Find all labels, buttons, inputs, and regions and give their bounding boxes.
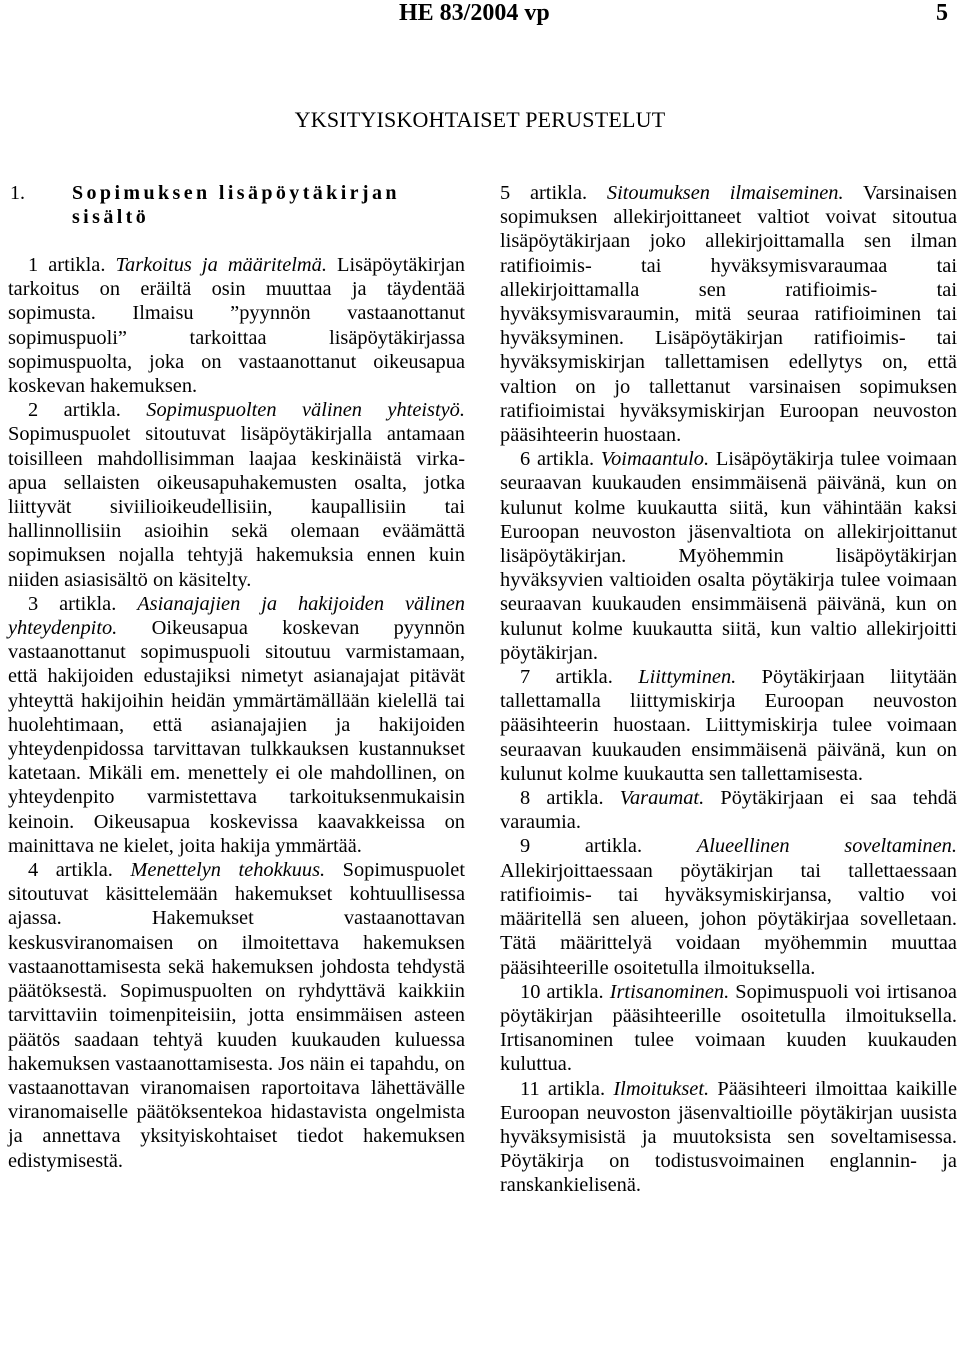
section-heading: [8, 181, 465, 229]
article-number: 4 artikla.: [28, 859, 113, 882]
article-text: Pääsihteeri ilmoittaa kaikille Euroopan neuvoston jäsenvaltioille pöytäkirjan uusista hyväksymisistä ja muutoksista sen soveltamisessa. Pöytäkirja on todistusvoimainen englannin- ja ranskankielisenä.: [500, 1077, 957, 1197]
page-header: [0, 0, 960, 40]
article-3: [8, 592, 465, 858]
article-8: [500, 786, 957, 834]
article-number: 6 artikla.: [520, 448, 595, 471]
article-5: [500, 181, 957, 447]
article-text: Varsinaisen sopimuksen allekirjoittaneet valtiot voivat sitoutua lisäpöytäkirjaan joko allekirjoittamalla sen ilman ratifioimis- tai hyväksymisvaraumaa tai allekirjoittamalla sen ratifioimis- tai hyväksymisvaraumin, mitä seuraa ratifioiminen tai hyväksyminen. Lisäpöytäkirjan ratifioimis- tai hyväksymiskirjan tallettamisen edellytys on, että valtion on jo tallettanut varsinaisen sopimuksen ratifioimistai hyväksymiskirjan Euroopan neuvoston pääsihteerin huostaan.: [500, 182, 957, 447]
article-title: Ilmoitukset.: [613, 1077, 710, 1100]
article-7: [500, 665, 957, 786]
article-text: Lisäpöytäkirjan tarkoitus on eräiltä osin muuttaa ja täydentää sopimusta. Ilmaisu ”pyynnön vastaanottanut sopimuspuoli” tarkoittaa lisäpöytäkirjassa sopimuspuolta, joka on vastaanottanut oikeusapua koskevan hakemuksen.: [8, 254, 466, 398]
document-id: HE 83/2004 vp: [399, 0, 550, 26]
article-text: Oikeusapua koskevan pyynnön vastaanottanut sopimuspuoli sitoutuu varmistamaan, että hakijoiden edustajiksi nimetyt asianajajat pitävät yhteyttä hakijoihin heidän ymmärtämällään kielellä tai huolehtimaan, että asianajajien ja hakijoiden yhteydenpidossa tarvittavan tulkkauksen kustannukset katetaan. Mikäli em. menettely ei ole mahdollinen, on yhteydenpito varmistettava tarkoituksenmukaisin keinoin. Oikeusapua koskevissa kaavakkeissa on mainittava ne kielet, joita hakija ymmärtää.: [8, 617, 465, 857]
article-title: Asianajajien ja hakijoiden välinen yhteydenpito.: [8, 592, 465, 640]
article-title: Liittyminen.: [638, 666, 737, 689]
article-text: Allekirjoittaessaan pöytäkirjan tai tallettaessaan ratifioimis- tai hyväksymiskirjansa, valtio voi määritellä sen alueen, johon pöytäkirjaa sovelletaan. Tätä määrittelyä voidaan myöhemmin muuttaa pääsihteerille osoitetulla ilmoituksella.: [500, 859, 957, 979]
article-text: Lisäpöytäkirja tulee voimaan seuraavan kuukauden ensimmäisenä päivänä, kun on kulunut kolme kuukautta siitä, kun vähintään kaksi Euroopan neuvoston jäsenvaltiota on allekirjoittanut lisäpöytäkirjan. Myöhemmin lisäpöytäkirjan hyväksyvien valtioiden osalta pöytäkirja tulee voimaan seuraavan kuukauden ensimmäisenä päivänä, kun on kulunut kolme kuukautta siitä, kun valtio allekirjoitti pöytäkirjan.: [500, 448, 957, 664]
article-text: Pöytäkirjaan liitytään tallettamalla liittymiskirja Euroopan neuvoston pääsihteerin huostaan. Liittymiskirja tulee voimaan seuraavan kuukauden ensimmäisenä päivänä, kun on kulunut kolme kuukautta sen tallettamisesta.: [500, 666, 957, 785]
article-title: Irtisanominen.: [609, 980, 730, 1003]
article-title: Menettelyn tehokkuus.: [130, 859, 326, 882]
article-title: Tarkoitus ja määritelmä.: [115, 254, 327, 276]
article-10: [500, 980, 957, 1077]
main-title: YKSITYISKOHTAISET PERUSTELUT: [294, 107, 666, 132]
article-number: 11 artikla.: [520, 1077, 606, 1100]
article-text: Sopimuspuolet sitoutuvat lisäpöytäkirjalla antamaan toisilleen mahdollisimman laajaa keskinäistä virka-apua sellaisten oikeusapuhakemusten osalta, jotka liittyvät siviilioikeudellisiin, kaupallisiin tai hallinnollisiin asioihin sekä olemaan eväämättä sopimuksen nojalla tehtyjä hakemuksia ennen kuin niiden asiasisältö on käsitelty.: [8, 423, 465, 591]
article-number: 8 artikla.: [520, 787, 604, 810]
article-number: 1 artikla.: [28, 254, 106, 276]
article-title: Alueellinen soveltaminen.: [696, 835, 957, 858]
page-number: 5: [936, 0, 948, 26]
article-text: Sopimuspuolet sitoutuvat käsittelemään hakemukset kohtuullisessa ajassa. Hakemukset vastaanottavan keskusviranomaisen on ilmoitettava hakemuksen vastaanottamisesta sekä hakemuksen johdosta tehdystä päätöksestä. Sopimuspuolten on ryhdyttävä kaikkiin tarvittaviin toimenpiteisiin, jotta ensimmäisen asteen päätös saadaan tehtyä kuuden kuukauden kuluessa hakemuksen vastaanottamisesta. Jos näin ei tapahdu, on vastaanottavan viranomaisen raportoitava lähettävälle viranomaiselle päätöksentekoa hidastavista ongelmista ja annettava yksityiskohtaiset tiedot hakemuksen edistymisestä.: [8, 859, 465, 1172]
article-number: 3 artikla.: [28, 592, 117, 615]
article-number: 5 artikla.: [500, 182, 588, 204]
article-number: 7 artikla.: [520, 666, 613, 689]
article-4: [8, 858, 465, 1173]
article-11: [500, 1077, 957, 1198]
article-1: [8, 253, 465, 398]
section-title: Sopimuksen lisäpöytäkirjan sisältö: [72, 182, 400, 228]
right-column: [500, 181, 957, 1198]
article-text: Pöytäkirjaan ei saa tehdä varaumia.: [500, 787, 957, 834]
article-6: [500, 447, 957, 665]
article-title: Sitoumuksen ilmaiseminen.: [606, 182, 844, 204]
article-2: [8, 398, 465, 592]
article-title: Sopimuspuolten välinen yhteistyö.: [146, 399, 465, 422]
left-column: [8, 181, 465, 1173]
article-text: Sopimuspuoli voi irtisanoa pöytäkirjan pääsihteerille osoitetulla ilmoituksella. Irtisanominen tulee voimaan kuuden kuukauden kuluttua.: [500, 980, 957, 1076]
article-number: 2 artikla.: [28, 399, 121, 422]
article-title: Varaumat.: [619, 787, 705, 810]
article-title: Voimaantulo.: [600, 448, 710, 471]
article-number: 10 artikla.: [520, 980, 604, 1003]
article-number: 9 artikla.: [520, 835, 643, 858]
section-number: 1.: [10, 182, 25, 204]
article-9: [500, 834, 957, 979]
